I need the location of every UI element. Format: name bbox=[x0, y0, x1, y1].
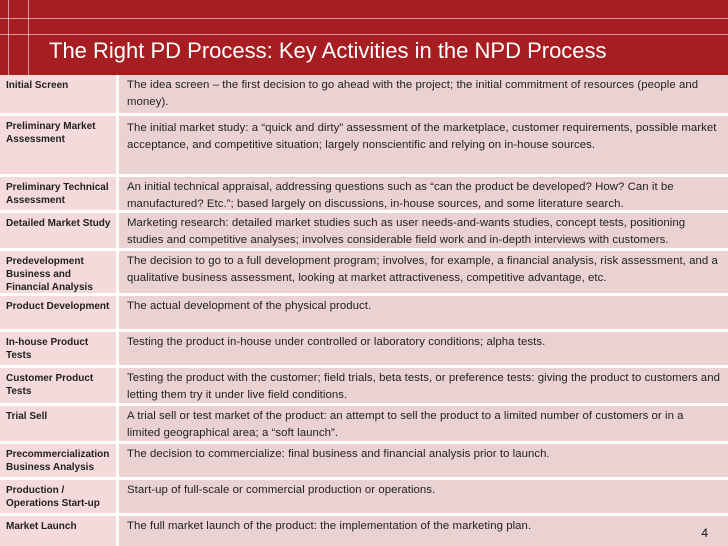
table-row bbox=[0, 113, 728, 174]
table-row bbox=[0, 403, 728, 441]
row-label: Production / Operations Start-up bbox=[0, 480, 119, 513]
table-row bbox=[0, 365, 728, 403]
row-description: The decision to go to a full development program; involves, for example, a financial analysis, risk assessment, and a qualitative business assessment, looking at market attractiveness, competitive advantage, etc. bbox=[119, 251, 728, 293]
row-description: An initial technical appraisal, addressing questions such as “can the product be developed? How? Can it be manufactured? Etc.”; based largely on discussions, in-house sources, and some literature search. bbox=[119, 177, 728, 210]
slide-title: The Right PD Process: Key Activities in the NPD Process bbox=[49, 38, 607, 63]
row-description: Marketing research: detailed market studies such as user needs-and-wants studies, concept tests, positioning studies and competitive analyses; involves considerable field work and in-depth interviews with customers. bbox=[119, 213, 728, 248]
header-decor-line bbox=[0, 34, 728, 35]
row-description: The initial market study: a “quick and dirty” assessment of the marketplace, customer requirements, possible market acceptance, and competitive situation; largely nonscientific and relying on in-house sources. bbox=[119, 116, 728, 174]
row-label: Preliminary Technical Assessment bbox=[0, 177, 119, 210]
activities-table bbox=[0, 75, 728, 546]
row-label: Market Launch bbox=[0, 516, 119, 546]
row-description: Start-up of full-scale or commercial production or operations. bbox=[119, 480, 728, 513]
row-description: The full market launch of the product: the implementation of the marketing plan. bbox=[119, 516, 728, 546]
table-row bbox=[0, 174, 728, 210]
row-description: A trial sell or test market of the product: an attempt to sell the product to a limited number of customers or in a limited geographical area; a “soft launch”. bbox=[119, 406, 728, 441]
table-row bbox=[0, 477, 728, 513]
table-row bbox=[0, 513, 728, 546]
page-number: 4 bbox=[701, 526, 708, 540]
row-label: Initial Screen bbox=[0, 75, 119, 113]
title-bar bbox=[0, 0, 728, 75]
row-description: The idea screen – the first decision to go ahead with the project; the initial commitment of resources (people and money). bbox=[119, 75, 728, 113]
row-label: Precommercialization Business Analysis bbox=[0, 444, 119, 477]
table-row bbox=[0, 293, 728, 329]
row-description: Testing the product with the customer; field trials, beta tests, or preference tests: giving the product to customers and letting them try it under live field conditions. bbox=[119, 368, 728, 403]
row-label: Trial Sell bbox=[0, 406, 119, 441]
header-decor-line bbox=[28, 0, 29, 75]
header-decor-line bbox=[8, 0, 9, 75]
row-description: The decision to commercialize: final business and financial analysis prior to launch. bbox=[119, 444, 728, 477]
table-row bbox=[0, 75, 728, 113]
table-row bbox=[0, 210, 728, 248]
table-row bbox=[0, 329, 728, 365]
row-label: Preliminary Market Assessment bbox=[0, 116, 119, 174]
row-label: Detailed Market Study bbox=[0, 213, 119, 248]
table-row bbox=[0, 441, 728, 477]
row-label: Predevelopment Business and Financial Analysis bbox=[0, 251, 119, 293]
row-description: The actual development of the physical product. bbox=[119, 296, 728, 329]
table-row bbox=[0, 248, 728, 293]
row-label: Product Development bbox=[0, 296, 119, 329]
row-label: In-house Product Tests bbox=[0, 332, 119, 365]
header-decor-line bbox=[0, 18, 728, 19]
row-label: Customer Product Tests bbox=[0, 368, 119, 403]
row-description: Testing the product in-house under controlled or laboratory conditions; alpha tests. bbox=[119, 332, 728, 365]
